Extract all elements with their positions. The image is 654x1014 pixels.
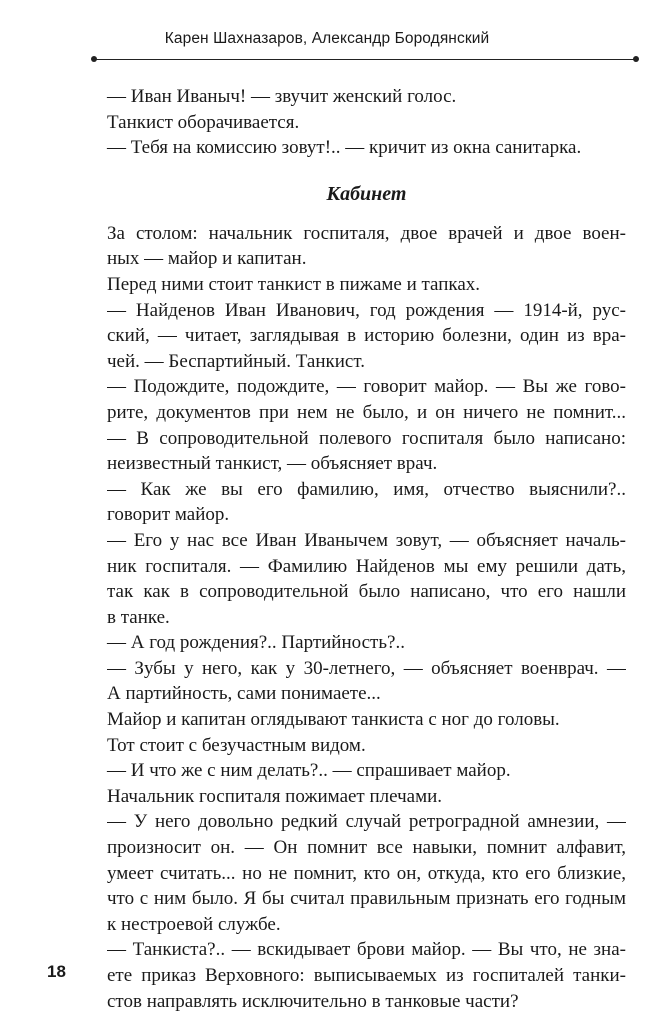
- text-line: что с ним было. Я бы считал правильным признать его годным: [107, 888, 626, 910]
- section-heading: Кабинет: [326, 182, 407, 205]
- text-line: — Найденов Иван Иванович, год рождения — 1914-й, рус-: [107, 299, 626, 321]
- text-line: так как в сопроводительной было написано, что его нашли: [107, 581, 626, 603]
- text-line: — Подождите, подождите, — говорит майор. — Вы же гово-: [107, 376, 626, 398]
- text-line: Тот стоит с безучастным видом.: [107, 734, 366, 756]
- text-line: в танке.: [107, 606, 170, 628]
- text-line: За столом: начальник госпиталя, двое врачей и двое воен-: [107, 222, 626, 244]
- text-line: — У него довольно редкий случай ретроградной амнезии, —: [107, 811, 626, 833]
- text-line: — И что же с ним делать?.. — спрашивает майор.: [107, 760, 511, 782]
- text-line: — Его у нас все Иван Иванычем зовут, — объясняет началь-: [107, 529, 626, 551]
- text-line: Танкист оборачивается.: [107, 111, 300, 133]
- text-line: ных — майор и капитан.: [107, 248, 307, 270]
- header-rule: [94, 59, 636, 60]
- text-line: чей. — Беспартийный. Танкист.: [107, 350, 365, 372]
- page-number: 18: [47, 962, 66, 981]
- text-line: неизвестный танкист, — объясняет врач.: [107, 453, 438, 475]
- text-line: ник госпиталя. — Фамилию Найденов мы ему решили дать,: [107, 555, 626, 577]
- text-line: — В сопроводительной полевого госпиталя было написано:: [107, 427, 626, 449]
- body-block: [107, 221, 626, 1014]
- text-line: рите, документов при нем не было, и он ничего не помнит...: [107, 401, 626, 423]
- text-line: говорит майор.: [107, 504, 230, 526]
- text-line: — Танкиста?.. — вскидывает брови майор. — Вы что, не зна-: [107, 939, 626, 961]
- text-line: А партийность, сами понимаете...: [107, 683, 381, 705]
- text-line: — А год рождения?.. Партийность?..: [107, 632, 405, 654]
- text-line: произносит он. — Он помнит все навыки, помнит алфавит,: [107, 837, 626, 859]
- text-line: стов направлять исключительно в танковые части?: [107, 990, 519, 1012]
- text-line: ете приказ Верховного: выписываемых из госпиталей танки-: [107, 965, 626, 986]
- text-line: к нестроевой службе.: [107, 913, 281, 935]
- text-line: умеет считать... но не помнит, кто он, откуда, кто его близкие,: [107, 862, 626, 884]
- text-line: Майор и капитан оглядывают танкиста с ног до головы.: [107, 709, 560, 731]
- text-line: Начальник госпиталя пожимает плечами.: [107, 785, 443, 807]
- running-head: Карен Шахназаров, Александр Бородянский: [164, 30, 490, 47]
- text-line: ский, — читает, заглядывая в историю болезни, один из вра-: [107, 325, 626, 347]
- text-line: — Как же вы его фамилию, имя, отчество выяснили?..: [107, 478, 626, 500]
- page-text: [107, 84, 626, 1014]
- text-line: — Иван Иваныч! — звучит женский голос.: [107, 86, 457, 107]
- text-line: — Тебя на комиссию зовут!.. — кричит из окна санитарка.: [107, 137, 582, 159]
- intro-block: [107, 84, 626, 161]
- text-line: Перед ними стоит танкист в пижаме и тапках.: [107, 273, 481, 295]
- text-line: — Зубы у него, как у 30-летнего, — объясняет военврач. —: [107, 657, 626, 679]
